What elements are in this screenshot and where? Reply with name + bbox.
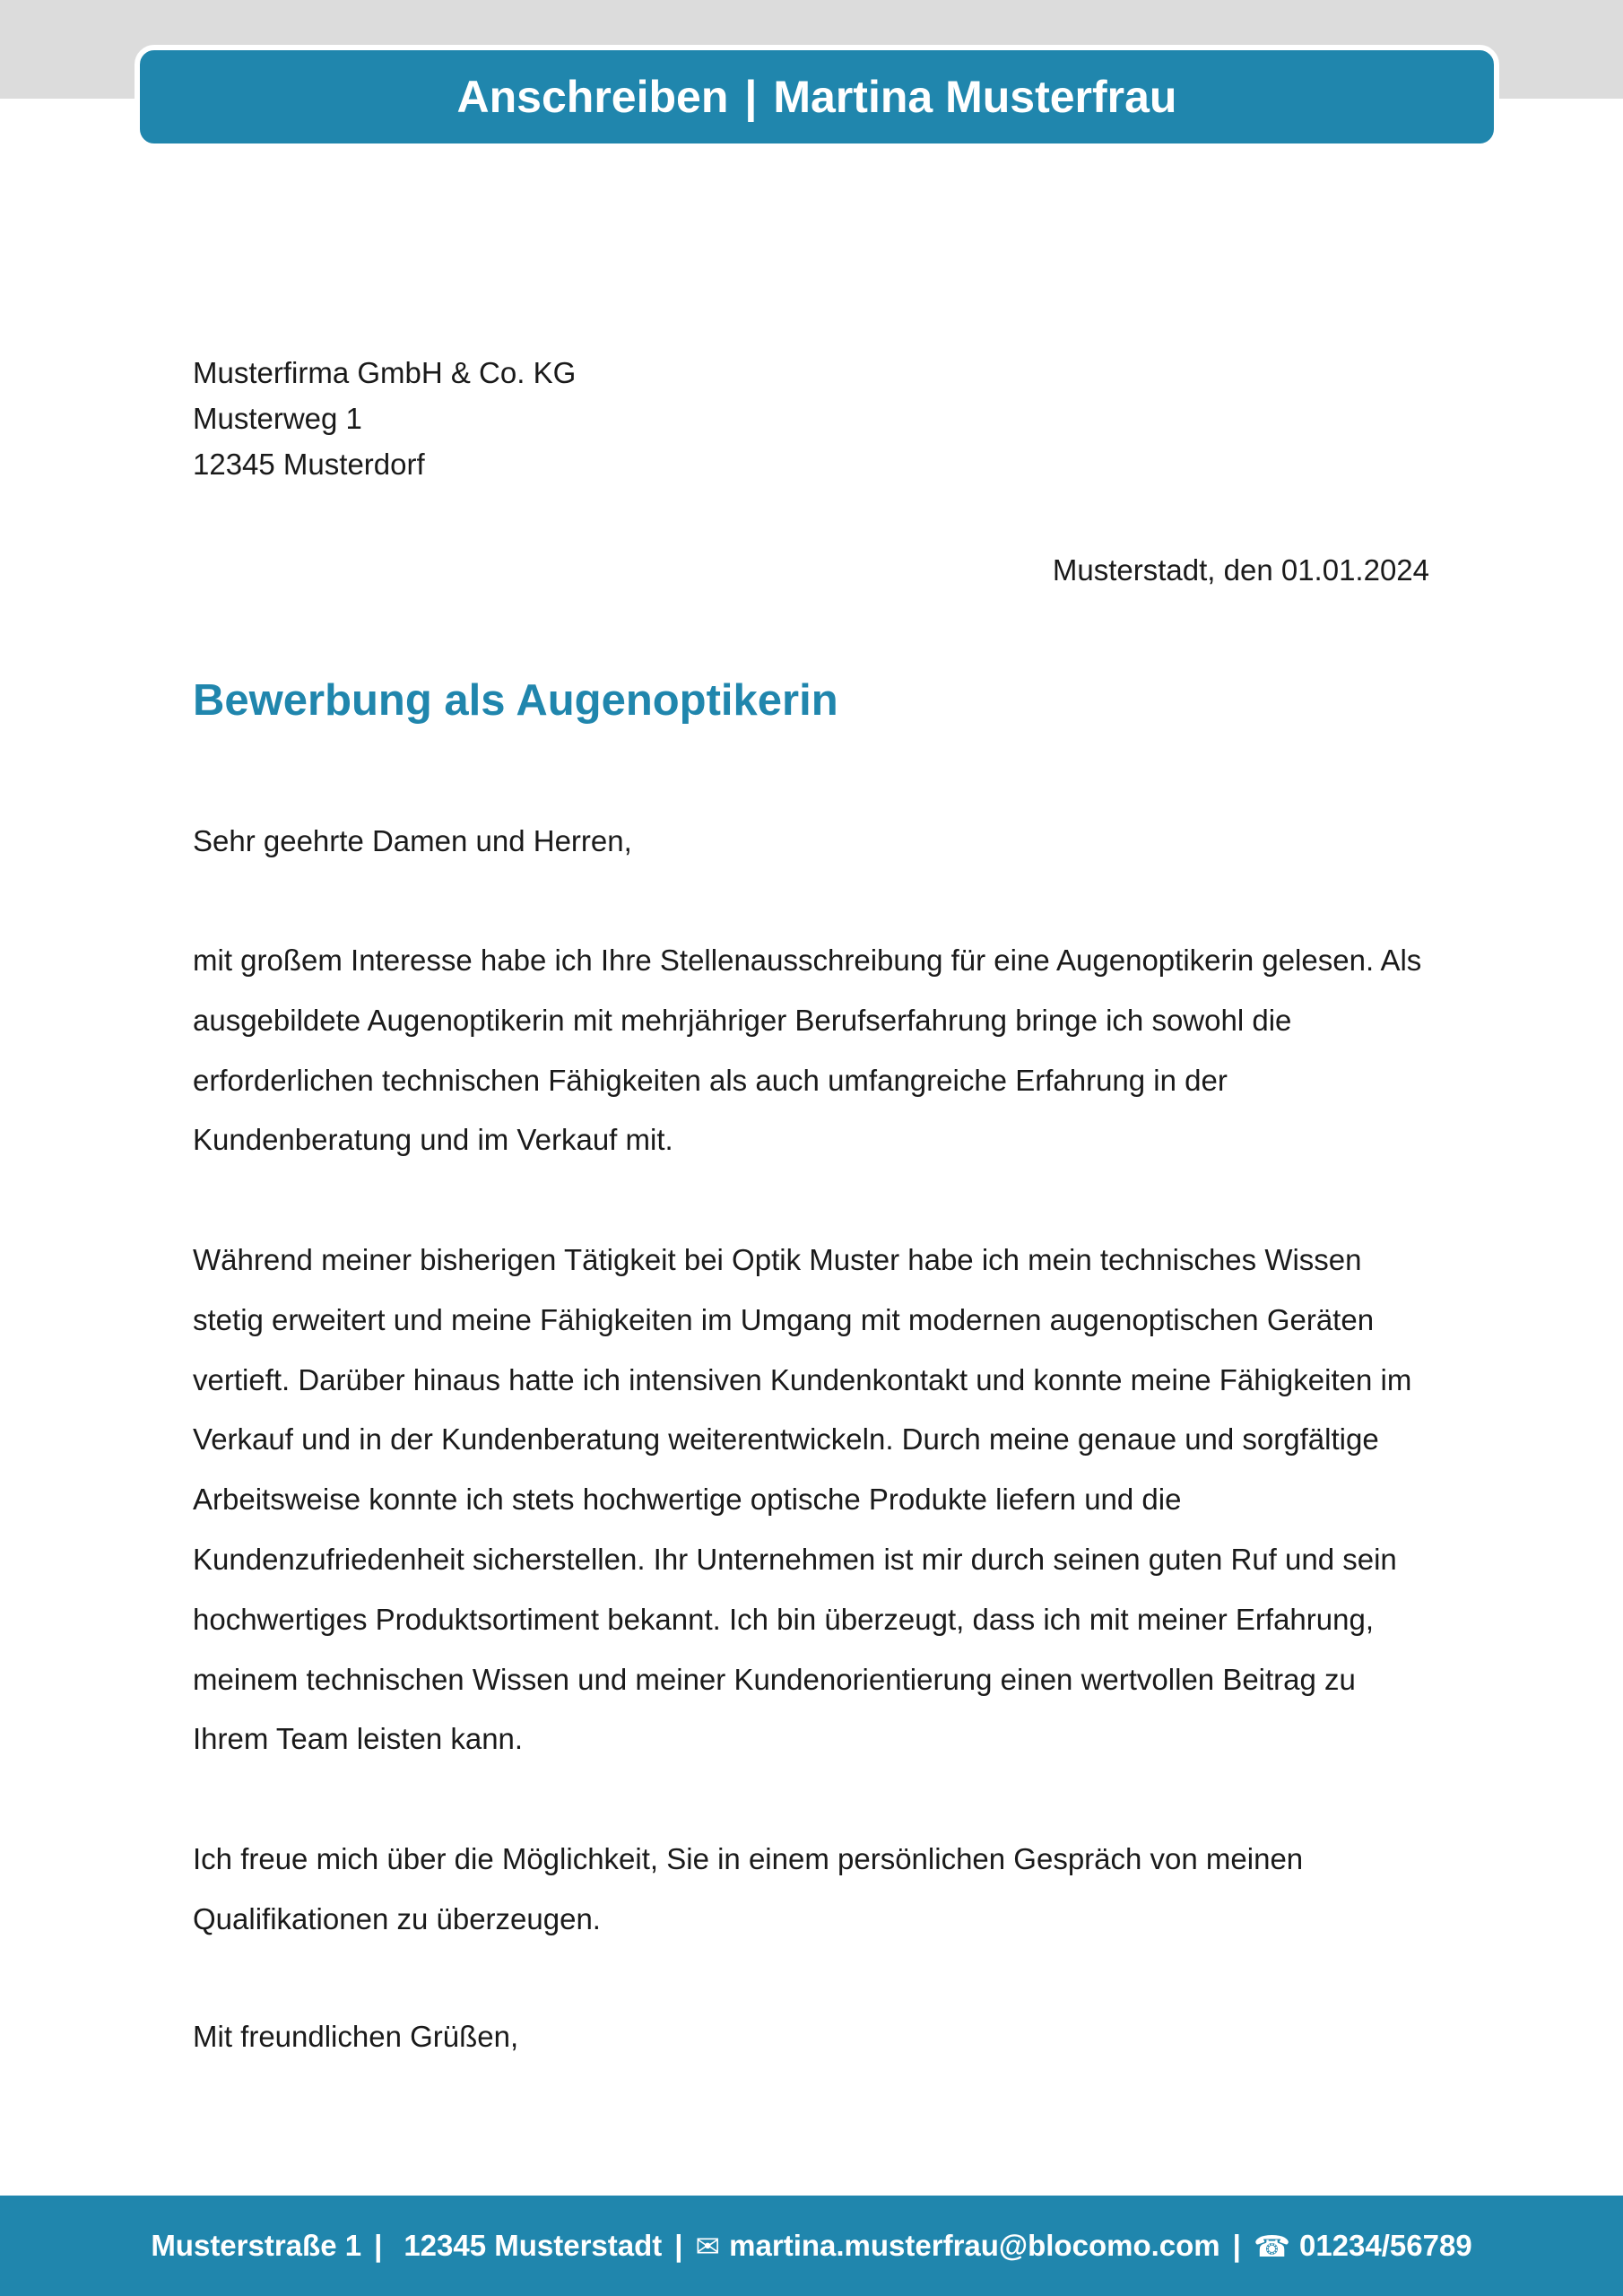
footer-phone[interactable]: 01234/56789 [1298,2229,1472,2262]
header-bar [135,45,1499,149]
paragraph: Ich freue mich über die Möglichkeit, Sie in einem persönlichen Gespräch von meinen Qualifikationen zu überzeugen. [193,1841,1304,1935]
footer-separator: | [674,2229,683,2262]
subject-heading: Bewerbung als Augenoptikerin [193,676,838,725]
recipient-company: Musterfirma GmbH & Co. KG [193,356,577,389]
salutation: Sehr geehrte Damen und Herren, [193,824,632,857]
letter-body [193,931,1430,2009]
header-label: Anschreiben [456,72,729,122]
date-line: Musterstadt, den 01.01.2024 [1052,553,1429,587]
footer-bar [0,2196,1623,2296]
paragraph: mit großem Interesse habe ich Ihre Stellenausschreibung für eine Augenoptikerin gelesen. Als ausgebildete Augenoptikerin mit mehrjähriger Berufserfahrung bringe ich sowohl die erforderlichen technischen Fähigkeiten als auch umfangreiche Erfahrung in der Kundenberatung und im Verkauf mit. [193,944,1422,1157]
header-name: Martina Musterfrau [773,72,1177,122]
recipient-city: 12345 Musterdorf [193,448,425,481]
closing: Mit freundlichen Grüßen, [193,2020,519,2053]
paragraph: Während meiner bisherigen Tätigkeit bei Optik Muster habe ich mein technisches Wissen stetig erweitert und meine Fähigkeiten im Umgang mit modernen augenoptischen Geräten vertieft. Darüber hinaus hatte ich intensiven Kundenkontakt und konnte meine Fähigkeiten im Verkauf und in der Kundenberatung weiterentwickeln. Durch meine genaue und sorgfältige Arbeitsweise konnte ich stets hochwertige optische Produkte liefern und die Kundenzufriedenheit sicherstellen. Ihr Unternehmen ist mir durch seinen guten Ruf und sein hochwertiges Produktsortiment bekannt. Ich bin überzeugt, dass ich mit meiner Erfahrung, meinem technischen Wissen und meiner Kundenorientierung einen wertvollen Beitrag zu Ihrem Team leisten kann. [193,1242,1412,1756]
footer-street: Musterstraße 1 [151,2229,362,2262]
phone-icon: ☎ [1253,2229,1290,2263]
footer-email[interactable]: martina.musterfrau@blocomo.com [729,2229,1220,2262]
footer-city: 12345 Musterstadt [404,2229,663,2262]
recipient-street: Musterweg 1 [193,402,362,435]
recipient-address [193,350,1430,487]
footer-separator: | [1232,2229,1241,2262]
header-separator: | [744,72,758,122]
email-icon: ✉ [695,2229,721,2263]
footer-separator: | [374,2229,383,2262]
